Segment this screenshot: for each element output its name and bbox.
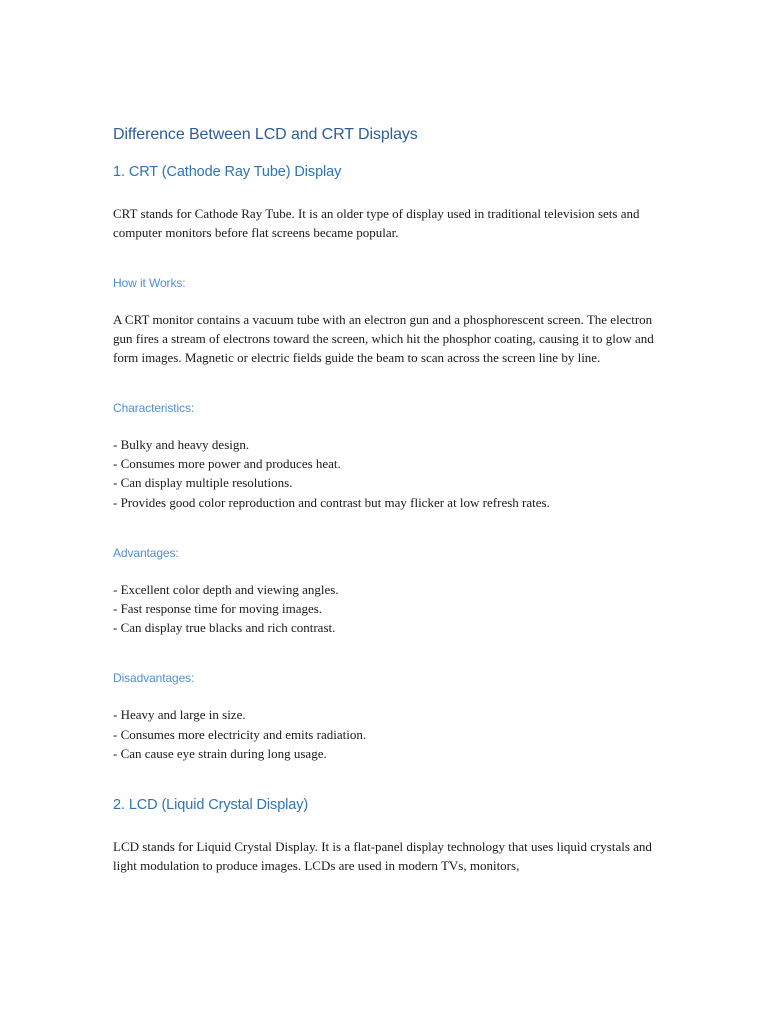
list-item: - Bulky and heavy design. (113, 437, 250, 452)
how-it-works-heading: How it Works: (113, 276, 186, 290)
advantages-heading: Advantages: (113, 545, 179, 560)
list-item: - Consumes more power and produces heat. (113, 456, 341, 472)
list-item: - Can display multiple resolutions. (113, 475, 293, 491)
list-item: - Can cause eye strain during long usage. (113, 745, 327, 761)
characteristics-list (113, 435, 658, 512)
lcd-section-heading: 2. LCD (Liquid Crystal Display) (113, 797, 309, 814)
crt-intro-paragraph: CRT stands for Cathode Ray Tube. It is an older type of display used in traditional television sets and computer monitors before flat screens became popular. (113, 206, 640, 240)
advantages-list (113, 580, 658, 638)
disadvantages-list (113, 705, 658, 763)
list-item: - Provides good color reproduction and contrast but may flicker at low refresh rates. (113, 494, 550, 510)
crt-section-heading: 1. CRT (Cathode Ray Tube) Display (113, 164, 342, 180)
lcd-intro-paragraph: LCD stands for Liquid Crystal Display. It is a flat-panel display technology that uses liquid crystals and light modulation to produce images. LCDs are used in modern TVs, monitors, (113, 839, 652, 874)
characteristics-heading: Characteristics: (113, 401, 195, 415)
list-item: - Heavy and large in size. (113, 707, 246, 723)
list-item: - Excellent color depth and viewing angles. (113, 581, 339, 597)
how-it-works-paragraph: A CRT monitor contains a vacuum tube with an electron gun and a phosphorescent screen. The electron gun fires a stream of electrons toward the screen, which hit the phosphor coating, causing it to glow and form images. Magnetic or electric fields guide the beam to scan across the screen line by line. (113, 312, 654, 365)
document-body (113, 124, 658, 875)
list-item: - Consumes more electricity and emits radiation. (113, 726, 367, 742)
disadvantages-heading: Disadvantages: (113, 671, 195, 686)
document-title: Difference Between LCD and CRT Displays (113, 126, 418, 143)
list-item: - Can display true blacks and rich contrast. (113, 620, 336, 636)
list-item: - Fast response time for moving images. (113, 601, 323, 617)
